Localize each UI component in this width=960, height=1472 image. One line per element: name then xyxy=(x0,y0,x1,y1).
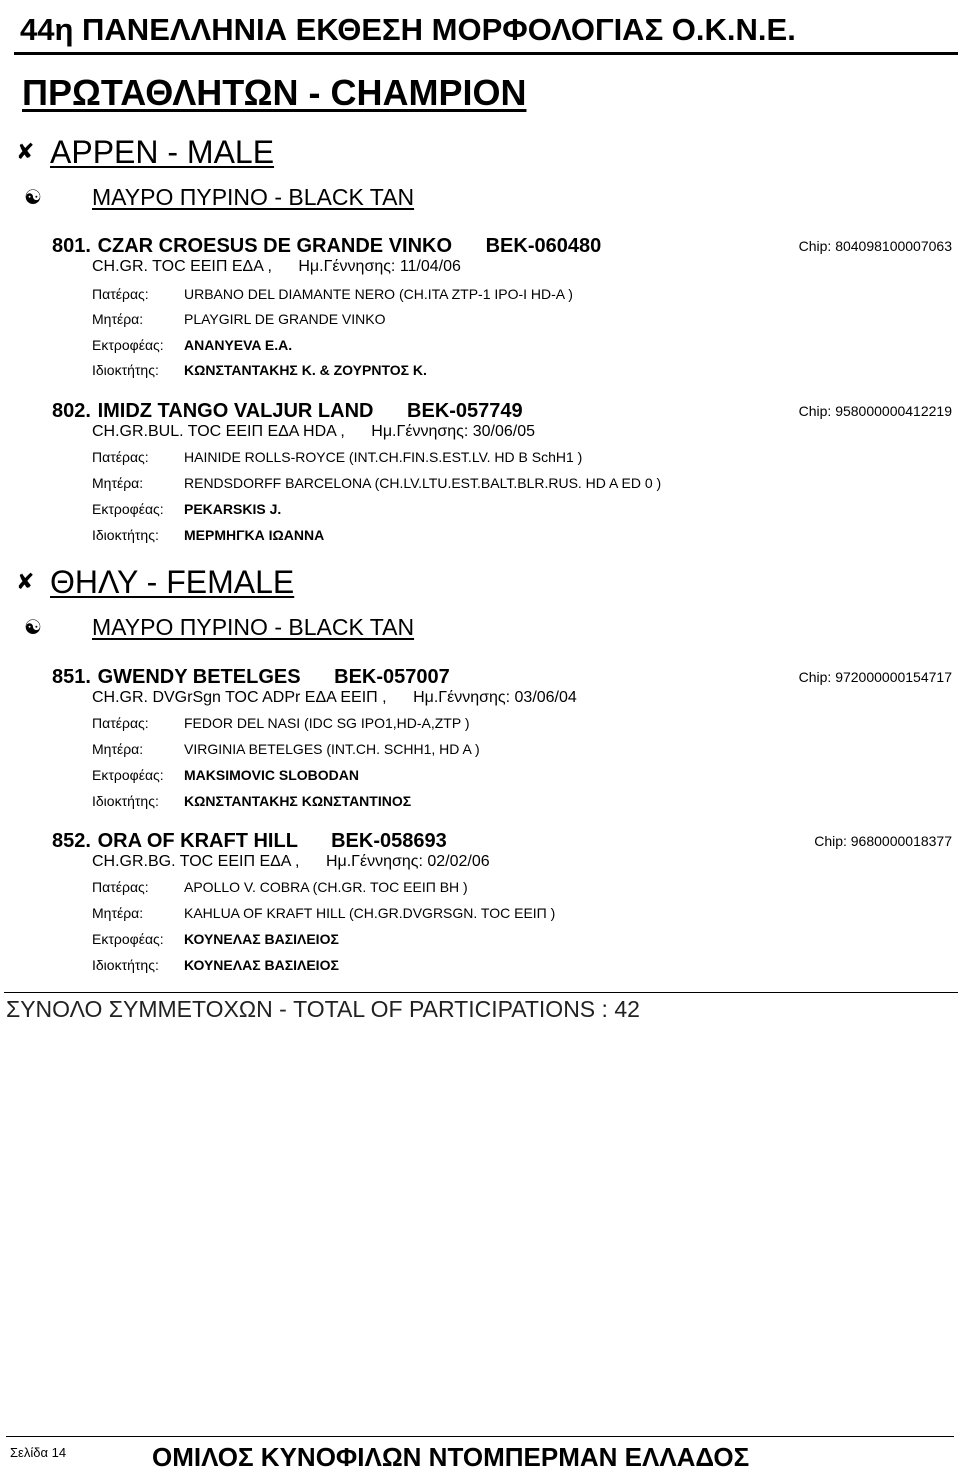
exhibition-title: 44η ΠΑΝΕΛΛΗΝΙΑ ΕΚΘΕΣΗ ΜΟΡΦΟΛΟΓΙΑΣ Ο.Κ.Ν.Ε. xyxy=(20,12,796,47)
sire-value: FEDOR DEL NASI (IDC SG IPO1,HD-A,ZTP ) xyxy=(184,715,470,731)
chip-number: Chip: 958000000412219 xyxy=(798,403,952,419)
breeder-label: Εκτροφέας: xyxy=(92,931,164,947)
sire-value: APOLLO V. COBRA (CH.GR. TOC ΕΕΙΠ ΒΗ ) xyxy=(184,879,468,895)
date-of-birth: Ημ.Γέννησης: 02/02/06 xyxy=(325,853,490,870)
date-of-birth: Ημ.Γέννησης: 30/06/05 xyxy=(371,423,535,440)
sex-heading-female xyxy=(16,562,294,602)
dam-value: VIRGINIA BETELGES (INT.CH. SCHH1, HD A ) xyxy=(184,741,480,757)
sire-row xyxy=(92,283,573,305)
breeder-row xyxy=(92,764,359,786)
sire-label: Πατέρας: xyxy=(92,715,149,731)
cross-mark-icon: ✘ xyxy=(16,569,35,594)
breeder-label: Εκτροφέας: xyxy=(92,501,164,517)
entry-heading xyxy=(52,828,447,854)
sire-row xyxy=(92,446,582,468)
dog-name: GWENDY BETELGES xyxy=(97,666,301,688)
entry-heading xyxy=(52,398,523,424)
owner-row xyxy=(92,954,339,976)
chip-number: Chip: 804098100007063 xyxy=(798,238,952,254)
dam-label: Μητέρα: xyxy=(92,741,144,757)
dam-value: PLAYGIRL DE GRANDE VINKO xyxy=(184,311,386,327)
entry-titles-row xyxy=(92,852,490,872)
entry-heading xyxy=(52,664,450,690)
registration-number: BEK-058693 xyxy=(331,830,447,852)
entry-number: 801. xyxy=(52,235,91,257)
owner-value: ΚΩΝΣΤΑΝΤΑΚΗΣ ΚΩΝΣΤΑΝΤΙΝΟΣ xyxy=(184,793,412,809)
color-label: ΜΑΥΡΟ ΠΥΡΙΝΟ - BLACK TAN xyxy=(92,184,415,210)
dam-value: KAHLUA OF KRAFT HILL (CH.GR.DVGRSGN. TOC ΕΕΙΠ ) xyxy=(184,905,556,921)
sire-label: Πατέρας: xyxy=(92,449,149,465)
owner-value: ΜΕΡΜΗΓΚΑ ΙΩΑΝΝΑ xyxy=(184,527,325,543)
breeder-label: Εκτροφέας: xyxy=(92,337,164,353)
owner-label: Ιδιοκτήτης: xyxy=(92,793,159,809)
breeder-row xyxy=(92,498,281,520)
entry-number: 851. xyxy=(52,666,91,688)
dam-label: Μητέρα: xyxy=(92,311,144,327)
breeder-label: Εκτροφέας: xyxy=(92,767,164,783)
dam-row xyxy=(92,738,480,760)
dog-titles: CH.GR. DVGrSgn TOC ADPr ΕΔΑ ΕΕΙΠ , xyxy=(92,689,387,706)
yin-yang-icon: ☯ xyxy=(24,186,42,209)
sire-value: HAINIDE ROLLS-ROYCE (INT.CH.FIN.S.EST.LV. HD B SchH1 ) xyxy=(184,449,583,465)
breeder-row xyxy=(92,334,292,356)
class-title: ΠΡΩΤΑΘΛΗΤΩΝ - CHAMPION xyxy=(22,72,527,113)
dog-titles: CH.GR.BUL. TOC ΕΕΙΠ ΕΔΑ HDA , xyxy=(92,423,345,440)
entry-titles-row xyxy=(92,422,535,442)
entry-number: 852. xyxy=(52,830,91,852)
date-of-birth: Ημ.Γέννησης: 03/06/04 xyxy=(413,689,577,706)
registration-number: BEK-057007 xyxy=(334,666,450,688)
color-heading-male xyxy=(24,182,414,212)
dam-row xyxy=(92,902,555,924)
owner-label: Ιδιοκτήτης: xyxy=(92,527,159,543)
footer-rule xyxy=(6,1436,954,1437)
chip-number: Chip: 9680000018377 xyxy=(814,833,952,849)
color-heading-female xyxy=(24,612,414,642)
dam-row xyxy=(92,308,386,330)
page-number: Σελίδα 14 xyxy=(10,1445,67,1460)
dog-name: IMIDZ TANGO VALJUR LAND xyxy=(97,400,374,422)
sire-value: URBANO DEL DIAMANTE NERO (CH.ITA ZTP-1 IPO-I HD-A ) xyxy=(184,286,573,302)
owner-row xyxy=(92,790,411,812)
club-name: ΟΜΙΛΟΣ ΚΥΝΟΦΙΛΩΝ ΝΤΟΜΠΕΡΜΑΝ ΕΛΛΑΔΟΣ xyxy=(152,1442,750,1472)
entry-titles-row xyxy=(92,257,461,277)
dog-name: CZAR CROESUS DE GRANDE VINKO xyxy=(97,235,453,257)
total-rule xyxy=(4,992,958,993)
registration-number: BEK-060480 xyxy=(485,235,602,257)
sex-label: ΘΗΛΥ - FEMALE xyxy=(50,564,295,600)
dam-label: Μητέρα: xyxy=(92,905,144,921)
sire-row xyxy=(92,876,468,898)
date-of-birth: Ημ.Γέννησης: 11/04/06 xyxy=(298,258,461,275)
breeder-value: PEKARSKIS J. xyxy=(184,501,282,517)
owner-value: ΚΩΝΣΤΑΝΤΑΚΗΣ Κ. & ΖΟΥΡΝΤΟΣ Κ. xyxy=(184,362,427,378)
owner-label: Ιδιοκτήτης: xyxy=(92,957,159,973)
breeder-value: ΑΝΑΝΥΕVA Ε.Α. xyxy=(184,337,293,353)
breeder-value: ΚΟΥΝΕΛΑΣ ΒΑΣΙΛΕΙΟΣ xyxy=(184,931,339,947)
entry-number: 802. xyxy=(52,400,91,422)
color-label: ΜΑΥΡΟ ΠΥΡΙΝΟ - BLACK TAN xyxy=(92,614,415,640)
entry-titles-row xyxy=(92,688,577,708)
cross-mark-icon: ✘ xyxy=(16,139,35,164)
total-participations: ΣΥΝΟΛΟ ΣΥΜΜΕΤΟΧΩΝ - TOTAL OF PARTICIPATIONS : 42 xyxy=(6,996,640,1022)
dog-titles: CH.GR. TOC ΕΕΙΠ ΕΔΑ , xyxy=(92,258,272,275)
sire-label: Πατέρας: xyxy=(92,286,149,302)
sex-label: ΑΡΡΕΝ - MALE xyxy=(50,134,275,170)
owner-label: Ιδιοκτήτης: xyxy=(92,362,159,378)
title-rule xyxy=(14,52,958,55)
entry-heading xyxy=(52,233,601,259)
breeder-row xyxy=(92,928,339,950)
breeder-value: MAKSIMOVIC SLOBODAN xyxy=(184,767,359,783)
dog-titles: CH.GR.BG. TOC ΕΕΙΠ ΕΔΑ , xyxy=(92,853,300,870)
sire-row xyxy=(92,712,469,734)
owner-value: ΚΟΥΝΕΛΑΣ ΒΑΣΙΛΕΙΟΣ xyxy=(184,957,339,973)
yin-yang-icon: ☯ xyxy=(24,616,42,639)
registration-number: BEK-057749 xyxy=(407,400,523,422)
dog-name: ORA OF KRAFT HILL xyxy=(97,830,298,852)
dam-value: RENDSDORFF BARCELONA (CH.LV.LTU.EST.BALT.BLR.RUS. HD A ED 0 ) xyxy=(184,475,662,491)
chip-number: Chip: 972000000154717 xyxy=(798,669,952,685)
dam-label: Μητέρα: xyxy=(92,475,144,491)
owner-row xyxy=(92,359,427,381)
sex-heading-male xyxy=(16,132,274,172)
owner-row xyxy=(92,524,324,546)
dam-row xyxy=(92,472,661,494)
sire-label: Πατέρας: xyxy=(92,879,149,895)
